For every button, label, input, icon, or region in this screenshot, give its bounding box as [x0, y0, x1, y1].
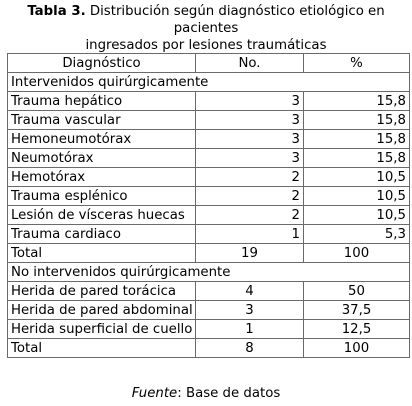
count-cell: 2: [196, 206, 304, 225]
total-label: Total: [8, 244, 196, 263]
section-row: [8, 73, 410, 92]
percent-cell: 37,5: [304, 301, 410, 320]
percent-cell: 10,5: [304, 206, 410, 225]
table-row: [8, 92, 410, 111]
total-row: [8, 339, 410, 358]
caption-line-1: [8, 3, 404, 37]
count-cell: 3: [196, 111, 304, 130]
source-label: Fuente: [131, 386, 178, 401]
count-cell: 3: [196, 92, 304, 111]
diagnosis-cell: Trauma esplénico: [8, 187, 196, 206]
count-cell: 2: [196, 168, 304, 187]
percent-cell: 15,8: [304, 92, 410, 111]
header-row: [8, 54, 410, 73]
count-cell: 3: [196, 301, 304, 320]
count-cell: 1: [196, 320, 304, 339]
diagnosis-cell: Hemotórax: [8, 168, 196, 187]
caption-text-1: Distribución según diagnóstico etiológico en pacientes: [89, 4, 385, 36]
percent-cell: 15,8: [304, 111, 410, 130]
table-row: [8, 206, 410, 225]
table-row: [8, 225, 410, 244]
count-cell: 4: [196, 282, 304, 301]
section-title: Intervenidos quirúrgicamente: [8, 73, 410, 92]
percent-cell: 5,3: [304, 225, 410, 244]
percent-cell: 10,5: [304, 187, 410, 206]
source-text: : Base de datos: [177, 386, 281, 401]
count-cell: 1: [196, 225, 304, 244]
count-cell: 3: [196, 130, 304, 149]
header-no: No.: [196, 54, 304, 73]
percent-cell: 50: [304, 282, 410, 301]
count-cell: 3: [196, 149, 304, 168]
count-cell: 2: [196, 187, 304, 206]
percent-cell: 15,8: [304, 130, 410, 149]
diagnosis-cell: Herida de pared abdominal: [8, 301, 196, 320]
table-row: [8, 301, 410, 320]
diagnosis-cell: Lesión de vísceras huecas: [8, 206, 196, 225]
diagnosis-cell: Trauma hepático: [8, 92, 196, 111]
header-diagnostico: Diagnóstico: [8, 54, 196, 73]
diagnosis-cell: Herida superficial de cuello: [8, 320, 196, 339]
diagnosis-cell: Trauma cardiaco: [8, 225, 196, 244]
section-title: No intervenidos quirúrgicamente: [8, 263, 410, 282]
table-row: [8, 130, 410, 149]
table-row: [8, 111, 410, 130]
table-row: [8, 282, 410, 301]
diagnosis-cell: Trauma vascular: [8, 111, 196, 130]
table-row: [8, 168, 410, 187]
table-caption: [8, 3, 404, 54]
diagnosis-table: [7, 53, 410, 358]
table-row: [8, 149, 410, 168]
total-percent: 100: [304, 339, 410, 358]
table-row: [8, 320, 410, 339]
caption-label: Tabla 3.: [27, 4, 86, 19]
table-row: [8, 187, 410, 206]
header-percent: %: [304, 54, 410, 73]
percent-cell: 10,5: [304, 168, 410, 187]
diagnosis-cell: Neumotórax: [8, 149, 196, 168]
caption-text-2: ingresados por lesiones traumáticas: [85, 38, 327, 53]
total-label: Total: [8, 339, 196, 358]
total-count: 8: [196, 339, 304, 358]
percent-cell: 15,8: [304, 149, 410, 168]
diagnosis-cell: Hemoneumotórax: [8, 130, 196, 149]
total-count: 19: [196, 244, 304, 263]
diagnosis-cell: Herida de pared torácica: [8, 282, 196, 301]
source-note: [0, 386, 412, 401]
percent-cell: 12,5: [304, 320, 410, 339]
total-row: [8, 244, 410, 263]
section-row: [8, 263, 410, 282]
total-percent: 100: [304, 244, 410, 263]
